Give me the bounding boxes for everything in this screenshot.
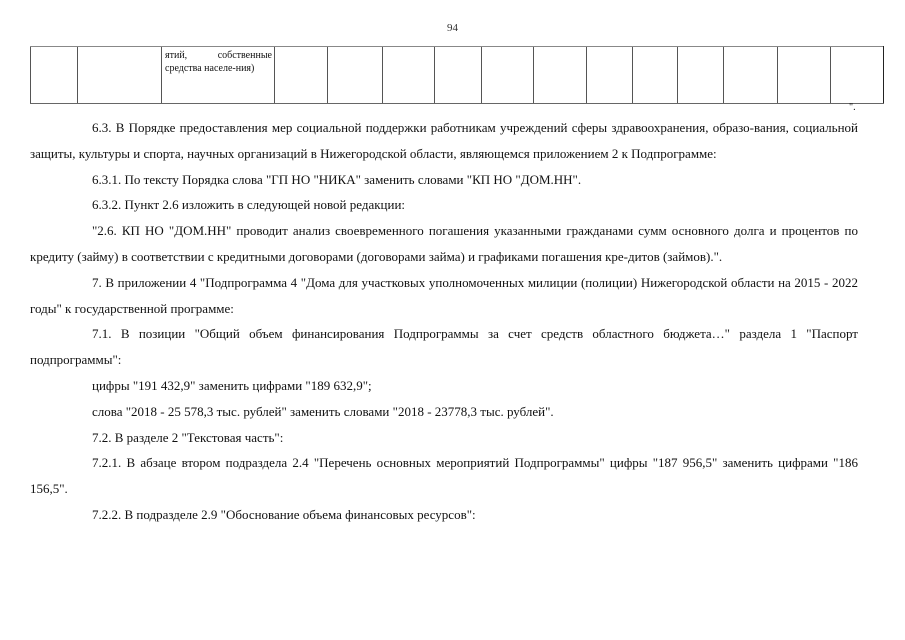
table-cell-7 [435, 47, 482, 104]
table-cell-13 [724, 47, 778, 104]
paragraph-6-3: 6.3. В Порядке предоставления мер социальной поддержки работникам учреждений сферы здравоохранения, образо-вания, социальной защиты, культуры и спорта, научных организаций в Нижегородской области, являющемся приложением 2 к Подпрограмме: [30, 120, 858, 161]
table-cell-11 [633, 47, 678, 104]
paragraph-2-6-quote: "2.6. КП НО "ДОМ.НН" проводит анализ своевременного погашения указанными гражданами сумм основного долга и процентов по кредиту (займу) в соответствии с кредитными договорами (договорами займа) и графиками погашения кре-дитов (займов).". [30, 223, 858, 264]
paragraph-7-1-words: слова "2018 - 25 578,3 тыс. рублей" заменить словами "2018 - 23778,3 тыс. рублей". [92, 403, 554, 419]
table-cell-4 [275, 47, 328, 104]
paragraph-7-2: 7.2. В разделе 2 "Текстовая часть": [92, 429, 284, 445]
paragraph-7: 7. В приложении 4 "Подпрограмма 4 "Дома для участковых уполномоченных милиции (полиции) Нижегородской области на 2015 - 2022 годы" к государственной программе: [30, 274, 858, 316]
paragraph-7-1-digits: цифры "191 432,9" заменить цифрами "189 632,9"; [92, 377, 372, 393]
table-cell-9 [534, 47, 587, 104]
table-cell-1 [31, 47, 78, 104]
table-cell-12 [678, 47, 724, 104]
table-cell-10 [587, 47, 633, 104]
table-cell-14 [778, 47, 831, 104]
paragraph-6-3-2: 6.3.2. Пункт 2.6 изложить в следующей новой редакции: [92, 197, 406, 213]
table-cell-2 [78, 47, 162, 104]
closing-quote: ". [849, 102, 856, 113]
paragraph-6-3-1: 6.3.1. По тексту Порядка слова "ГП НО "НИКА" заменить словами "КП НО "ДОМ.НН". [92, 171, 582, 187]
table-cell-6 [383, 47, 435, 104]
table-cell-15 [831, 47, 884, 104]
table-cell-5 [328, 47, 383, 104]
paragraph-7-2-1: 7.2.1. В абзаце втором подраздела 2.4 "Перечень основных мероприятий Подпрограммы" цифры "187 956,5" заменить цифрами "186 156,5". [30, 455, 858, 497]
paragraph-7-1: 7.1. В позиции "Общий объем финансирования Подпрограммы за счет средств областного бюджета…" раздела 1 "Паспорт подпрограммы": [30, 326, 858, 368]
table-row [31, 47, 884, 104]
table-continuation-fragment [30, 46, 884, 104]
table-cell-8 [482, 47, 534, 104]
page-number: 94 [447, 22, 458, 34]
table-cell-funding-source: ятий, собственные средства населе-ния) [162, 47, 275, 104]
paragraph-7-2-2: 7.2.2. В подразделе 2.9 "Обоснование объема финансовых ресурсов": [92, 506, 476, 522]
document-body [30, 115, 858, 528]
